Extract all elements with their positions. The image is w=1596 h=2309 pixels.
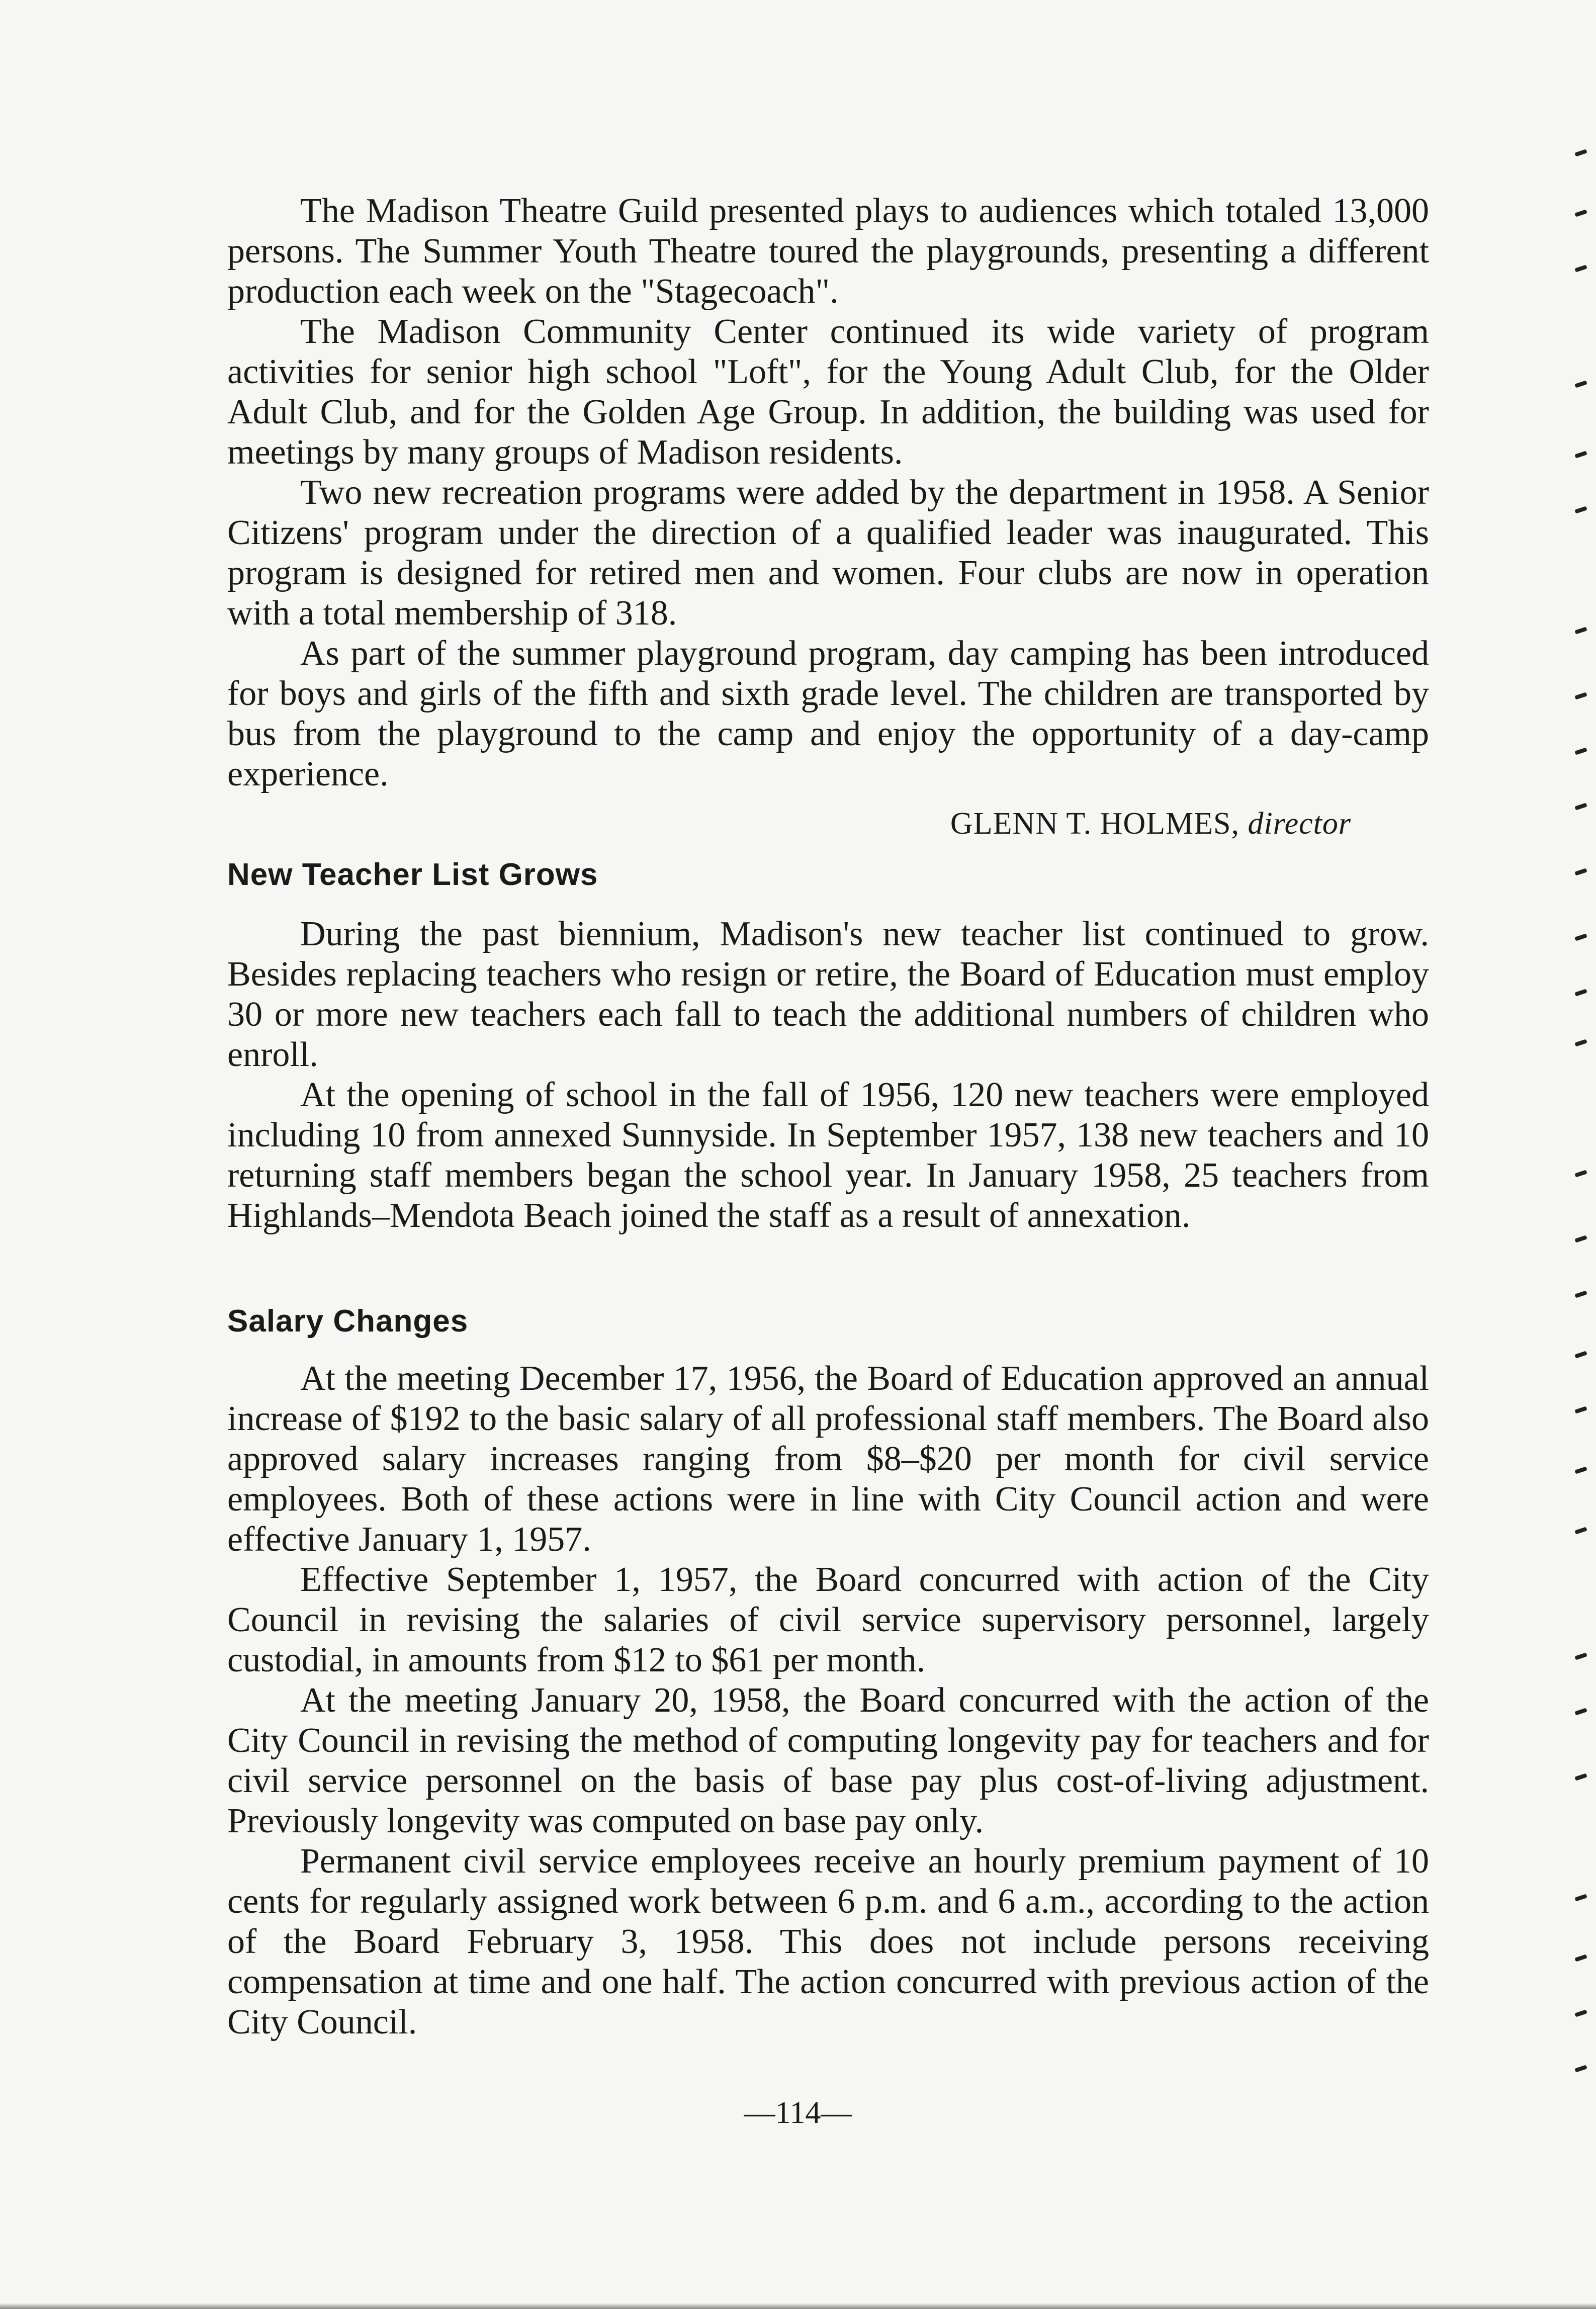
edge-mark <box>1574 1406 1587 1413</box>
edge-mark <box>1574 989 1587 996</box>
edge-mark <box>1574 692 1587 699</box>
edge-mark <box>1574 2009 1587 2017</box>
paragraph: As part of the summer playground program, day camping has been introduced for boys and girls of the fifth and sixth grade level. The children are transported by bus from the playground to the camp and enjoy the opportunity of a day-camp experience. <box>227 634 1429 793</box>
page-number: —114— <box>744 2096 852 2130</box>
edge-mark <box>1574 933 1587 941</box>
paragraph: The Madison Theatre Guild presented plays to audiences which totaled 13,000 persons. The Summer Youth Theatre toured the playgrounds, presenting a different production each week on the "Stagecoach". <box>227 192 1429 311</box>
paragraph: Effective September 1, 1957, the Board concurred with action of the City Council in revising the salaries of civil service supervisory personnel, largely custodial, in amounts from $12 to $61 per month. <box>227 1560 1429 1679</box>
edge-mark <box>1574 627 1587 634</box>
edge-mark <box>1574 380 1587 388</box>
edge-mark <box>1574 1954 1587 1962</box>
edge-mark <box>1574 868 1587 875</box>
edge-mark <box>1574 1235 1587 1242</box>
scan-bottom-edge <box>0 2303 1596 2309</box>
paragraph: Two new recreation programs were added by the department in 1958. A Senior Citizens' program under the direction of a qualified leader was inaugurated. This program is designed for retired men and women. Four clubs are now in operation with a total membership of 318. <box>227 473 1429 633</box>
section-heading-new-teacher-list: New Teacher List Grows <box>227 857 598 892</box>
signature-name: GLENN T. HOLMES, <box>950 807 1240 841</box>
paragraph: Permanent civil service employees receive an hourly premium payment of 10 cents for regularly assigned work between 6 p.m. and 6 a.m., according to the action of the Board February 3, 1958. This does not include persons receiving compensation at time and one half. The action concurred with previous action of the City Council. <box>227 1842 1429 2041</box>
edge-mark <box>1574 209 1587 217</box>
edge-mark <box>1574 451 1587 458</box>
paragraph: At the opening of school in the fall of 1956, 120 new teachers were employed including 10 from annexed Sunnyside. In September 1957, 138 new teachers and 10 returning staff members began the school year. In January 1958, 25 teachers from Highlands–Mendota Beach joined the staff as a result of annexation. <box>227 1076 1429 1235</box>
page-body <box>227 191 1429 2042</box>
paragraph: During the past biennium, Madison's new teacher list continued to grow. Besides replacing teachers who resign or retire, the Board of Education must employ 30 or more new teachers each fall to teach the additional numbers of children who enroll. <box>227 915 1429 1074</box>
edge-mark <box>1574 1527 1587 1534</box>
edge-mark <box>1574 1170 1587 1177</box>
edge-mark <box>1574 1466 1587 1474</box>
edge-mark <box>1574 803 1587 810</box>
edge-mark <box>1574 1708 1587 1715</box>
edge-mark <box>1574 1894 1587 1901</box>
edge-mark <box>1574 747 1587 755</box>
section-heading-salary-changes: Salary Changes <box>227 1304 469 1339</box>
paragraph: The Madison Community Center continued its wide variety of program activities for senior high school "Loft", for the Young Adult Club, for the Older Adult Club, and for the Golden Age Group. In addition, the building was used for meetings by many groups of Madison residents. <box>227 312 1429 472</box>
edge-mark <box>1574 1039 1587 1046</box>
signature <box>227 804 1429 844</box>
paragraph: At the meeting December 17, 1956, the Board of Education approved an annual increase of $192 to the basic salary of all professional staff members. The Board also approved salary increases ranging from $8–$20 per month for civil service employees. Both of these actions were in line with City Council action and were effective January 1, 1957. <box>227 1359 1429 1559</box>
scan-edge-marks <box>1566 0 1596 2309</box>
edge-mark <box>1574 506 1587 513</box>
edge-mark <box>1574 1351 1587 1358</box>
signature-role: director <box>1248 807 1351 841</box>
edge-mark <box>1574 264 1587 272</box>
edge-mark <box>1574 1652 1587 1660</box>
edge-mark <box>1574 149 1587 156</box>
paragraph: At the meeting January 20, 1958, the Board concurred with the action of the City Council in revising the method of computing longevity pay for teachers and for civil service personnel on the basis of base pay plus cost-of-living adjustment. Previously longevity was computed on base pay only. <box>227 1681 1429 1840</box>
edge-mark <box>1574 2065 1587 2072</box>
edge-mark <box>1574 1290 1587 1298</box>
edge-mark <box>1574 1773 1587 1781</box>
